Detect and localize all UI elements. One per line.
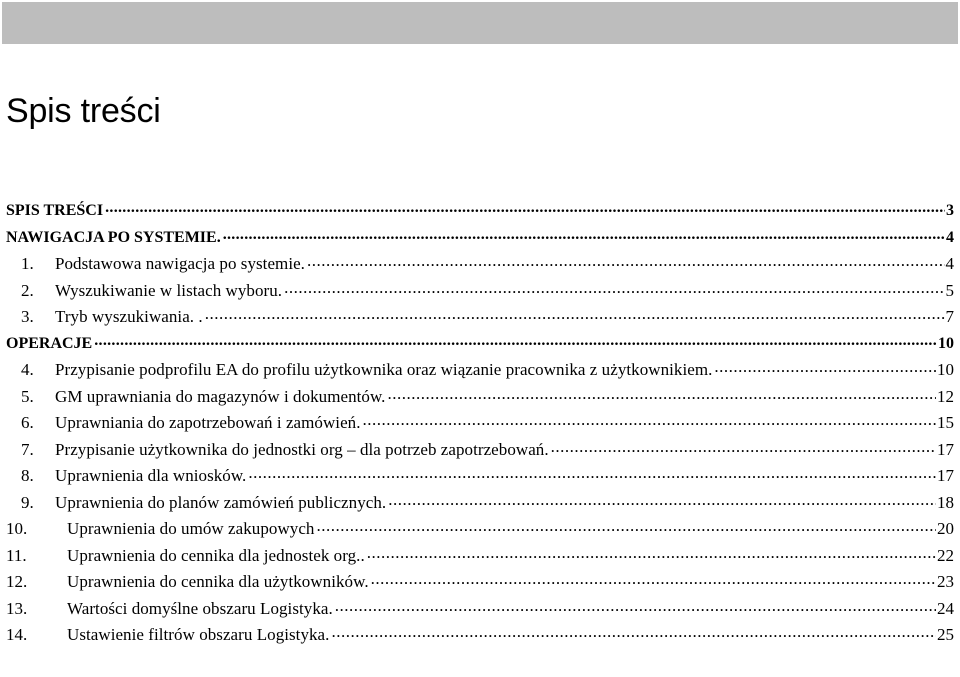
toc-entry-label: Uprawnienia do cennika dla użytkowników. [67, 572, 369, 591]
toc-entry[interactable] [6, 623, 954, 650]
toc-entry-page: 4 [945, 254, 954, 273]
toc-leader-dots [335, 597, 936, 614]
toc-entry-label: Uprawnienia do planów zamówień publicznych. [55, 492, 387, 512]
toc-entry[interactable] [6, 597, 954, 624]
toc-entry-number: 7. [21, 439, 34, 459]
toc-entry-label: GM uprawniania do magazynów i dokumentów. [55, 386, 386, 406]
toc-leader-dots [316, 517, 936, 534]
table-of-contents [6, 199, 954, 650]
toc-entry-page: 10 [937, 360, 954, 379]
toc-entry-label: NAWIGACJA PO SYSTEMIE. [6, 228, 221, 246]
page-title: Spis treści [6, 92, 161, 130]
top-toolbar-bar [2, 2, 958, 44]
toc-entry-number: 4. [21, 360, 34, 379]
toc-entry-number: 11. [6, 545, 27, 565]
toc-entry-number: 8. [21, 466, 34, 485]
toc-entry[interactable] [6, 332, 954, 359]
toc-entry[interactable] [6, 252, 954, 279]
toc-entry-number: 1. [21, 254, 34, 273]
toc-entry-number: 3. [21, 307, 34, 326]
toc-entry[interactable] [6, 385, 954, 412]
toc-entry[interactable] [6, 464, 954, 491]
toc-leader-dots [388, 491, 936, 508]
toc-entry-label: Uprawniania do zapotrzebowań i zamówień. [55, 413, 361, 432]
toc-entry-page: 15 [937, 413, 954, 432]
toc-entry-label: Uprawnienia do umów zakupowych [67, 519, 315, 538]
toc-entry[interactable] [6, 517, 954, 544]
toc-leader-dots [105, 199, 945, 215]
toc-entry-label: SPIS TREŚCI [6, 202, 104, 219]
toc-entry-number: 6. [21, 413, 34, 432]
toc-entry-number: 5. [21, 386, 34, 406]
toc-leader-dots [205, 305, 945, 322]
toc-entry[interactable] [6, 544, 954, 571]
toc-leader-dots [714, 358, 936, 375]
toc-entry-label: Przypisanie podprofilu EA do profilu użytkownika oraz wiązanie pracownika z użytkownikiem. [55, 360, 713, 379]
toc-entry-number: 14. [6, 625, 28, 644]
toc-entry[interactable] [6, 411, 954, 438]
toc-entry-page: 23 [937, 572, 954, 591]
toc-entry-label: Uprawnienia dla wniosków. [55, 466, 247, 485]
toc-leader-dots [248, 464, 936, 481]
toc-entry-label: OPERACJE [6, 334, 93, 352]
toc-entry-page: 12 [937, 386, 954, 406]
toc-entry[interactable] [6, 358, 954, 385]
toc-entry[interactable] [6, 226, 954, 253]
toc-entry-page: 5 [945, 280, 954, 300]
toc-leader-dots [94, 332, 937, 348]
toc-entry-label: Wyszukiwanie w listach wyboru. [55, 280, 283, 300]
toc-leader-dots [371, 570, 936, 587]
toc-entry[interactable] [6, 491, 954, 518]
toc-leader-dots [331, 623, 936, 640]
toc-entry[interactable] [6, 279, 954, 306]
toc-leader-dots [388, 385, 937, 402]
toc-entry-page: 10 [938, 334, 954, 352]
toc-entry-label: Tryb wyszukiwania. . [55, 307, 203, 326]
toc-entry[interactable] [6, 438, 954, 465]
toc-entry-number: 13. [6, 598, 28, 618]
toc-leader-dots [284, 279, 944, 296]
toc-entry-number: 10. [6, 519, 28, 538]
toc-entry-page: 7 [945, 307, 954, 326]
toc-entry-page: 3 [946, 202, 954, 219]
toc-entry-page: 4 [946, 228, 954, 246]
toc-entry-page: 17 [937, 439, 954, 459]
toc-leader-dots [307, 252, 945, 269]
toc-entry[interactable] [6, 305, 954, 332]
toc-entry-page: 17 [937, 466, 954, 485]
toc-entry-number: 2. [21, 280, 34, 300]
toc-entry-number: 12. [6, 572, 28, 591]
toc-entry-page: 20 [937, 519, 954, 538]
toc-leader-dots [223, 226, 945, 242]
toc-entry-label: Wartości domyślne obszaru Logistyka. [67, 598, 333, 618]
toc-entry-label: Ustawienie filtrów obszaru Logistyka. [67, 625, 330, 644]
toc-entry-page: 22 [937, 545, 954, 565]
toc-entry-number: 9. [21, 492, 34, 512]
toc-entry-page: 25 [937, 625, 954, 644]
toc-leader-dots [363, 411, 936, 428]
toc-entry-label: Podstawowa nawigacja po systemie. [55, 254, 305, 273]
toc-entry-label: Przypisanie użytkownika do jednostki org – dla potrzeb zapotrzebowań. [55, 439, 549, 459]
toc-entry[interactable] [6, 199, 954, 226]
toc-entry-page: 18 [937, 492, 954, 512]
toc-entry-page: 24 [937, 598, 954, 618]
toc-entry-label: Uprawnienia do cennika dla jednostek org.. [67, 545, 365, 565]
toc-leader-dots [551, 438, 936, 455]
toc-leader-dots [367, 544, 936, 561]
toc-entry[interactable] [6, 570, 954, 597]
